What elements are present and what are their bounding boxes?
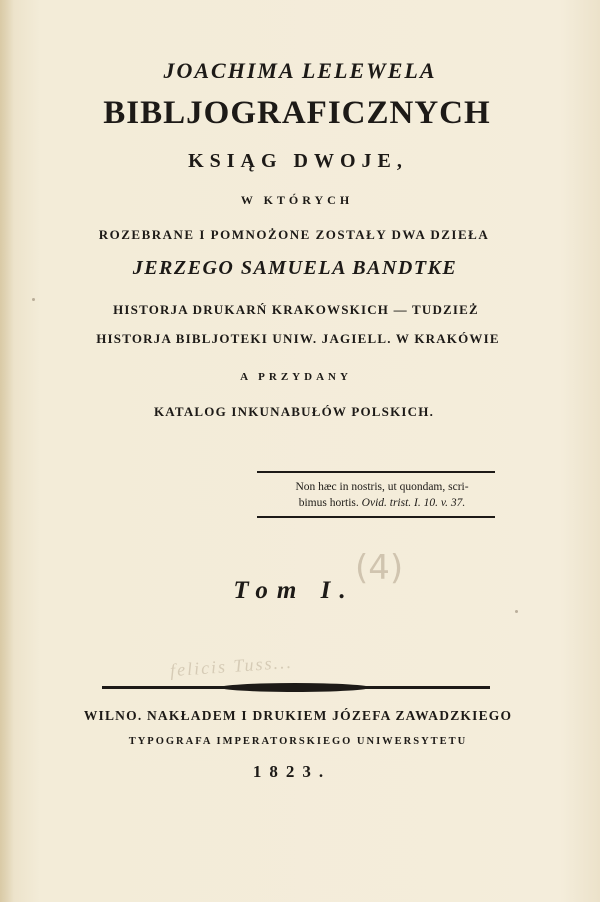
pencil-scribble: felicis Tuss...: [169, 651, 294, 681]
catalog-line: KATALOG INKUNABUŁÓW POLSKICH.: [153, 404, 435, 419]
motto-line-1: Non hæc in nostris, ut quondam, scri-: [295, 481, 469, 493]
imprint-line-1: WILNO. NAKŁADEM I DRUKIEM JÓZEFA ZAWADZKIEGO: [83, 708, 513, 723]
publication-year: 1823.: [252, 762, 332, 781]
motto-line-2-text: bimus hortis.: [298, 497, 359, 509]
pencil-bracket-number: (4): [355, 548, 404, 588]
motto-citation: Ovid. trist. I. 10. v. 37.: [361, 497, 466, 509]
motto-line-2: [262, 495, 502, 511]
paper-speck: [32, 298, 35, 301]
second-author-name: JERZEGO SAMUELA BANDTKE: [132, 257, 458, 279]
history-line-2: HISTORJA BIBLJOTEKI UNIW. JAGIELL. W KRAKÓWIE: [96, 331, 500, 346]
motto-rule-top: [257, 471, 495, 473]
paper-speck: [515, 610, 518, 613]
book-title: BIBLJOGRAFICZNYCH: [103, 95, 491, 131]
imprint-line-2: TYPOGRAFA IMPERATORSKIEGO UNIWERSYTETU: [128, 736, 468, 747]
revised-line: ROZEBRANE I POMNOŻONE ZOSTAŁY DWA DZIEŁA: [98, 227, 490, 242]
book-subtitle: KSIĄG DWOJE,: [188, 150, 408, 172]
in-which-line: W KTÓRYCH: [240, 193, 354, 207]
added-line: A PRZYDANY: [240, 371, 352, 383]
imprint-rule-swell: [220, 683, 370, 692]
author-name: JOACHIMA LELEWELA: [163, 58, 437, 83]
motto-epigraph: [262, 479, 502, 511]
motto-rule-bottom: [257, 516, 495, 518]
history-line-1: HISTORJA DRUKARŃ KRAKOWSKICH — TUDZIEŻ: [113, 302, 479, 317]
volume-label: Tom I.: [233, 577, 355, 604]
